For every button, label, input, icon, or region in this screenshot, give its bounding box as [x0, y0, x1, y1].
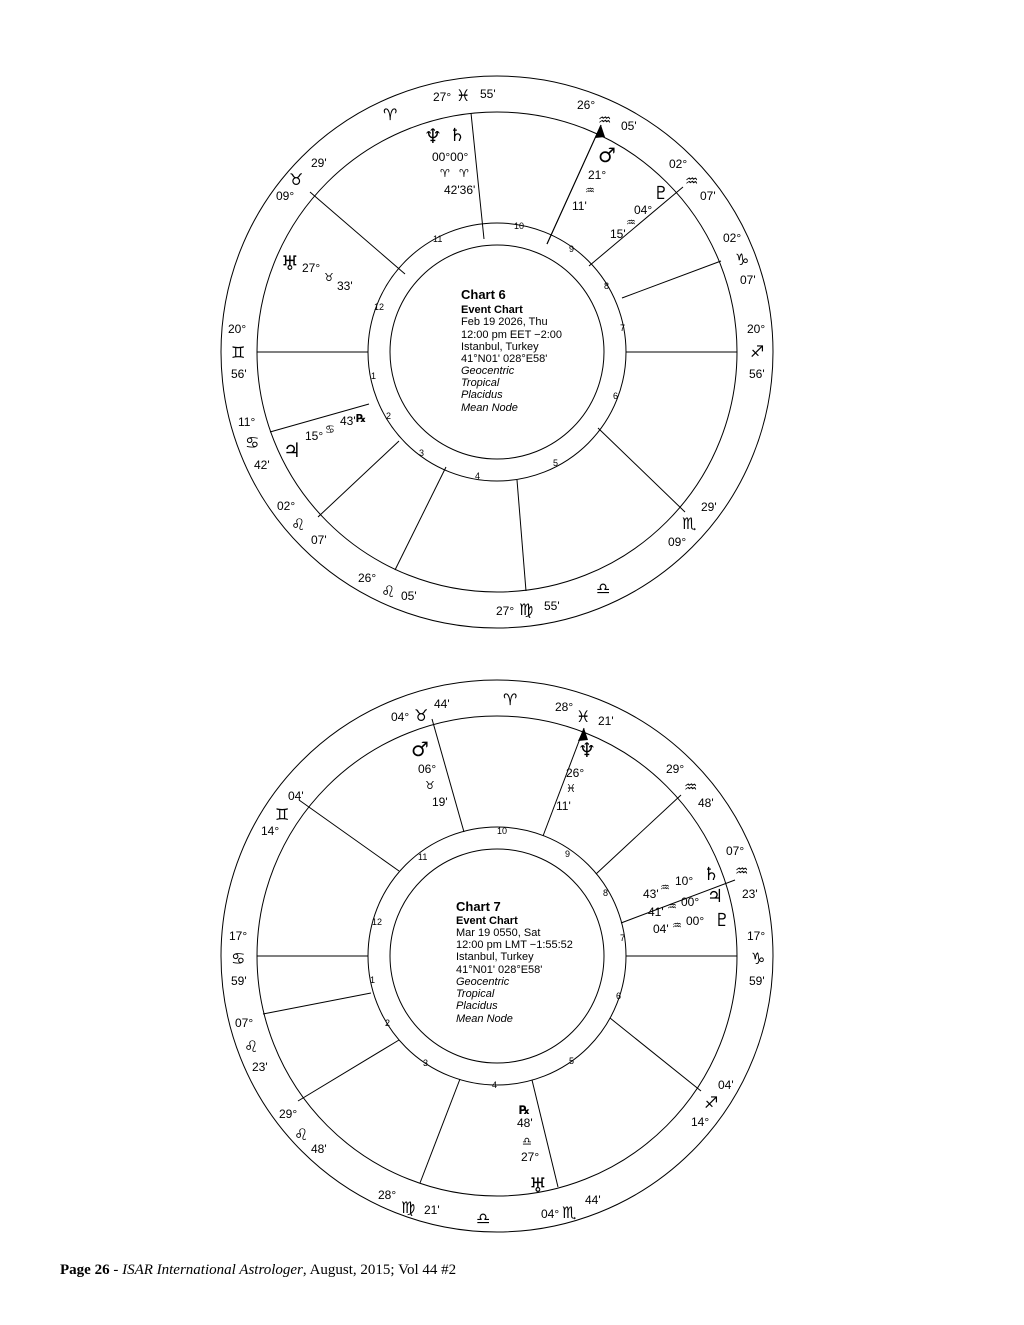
chart7-date: Mar 19 0550, Sat [456, 927, 541, 939]
chart7-c6-degree: 07° [235, 1016, 254, 1030]
chart7-dsc-minute: 59' [749, 974, 765, 988]
footer-publication: ISAR International Astrologer [122, 1262, 303, 1278]
chart7-house-11: 11 [418, 852, 428, 862]
chart7-center-info [456, 899, 573, 1025]
chart6-c2-minute: 56' [231, 367, 247, 381]
chart7-c9-minute: 44' [434, 697, 450, 711]
chart7-uranus-degree: 27° [521, 1150, 540, 1164]
chart7-c3-degree: 04° [541, 1207, 560, 1221]
pluto-icon: ♇ [653, 183, 670, 204]
pisces-icon: ♓ [576, 707, 591, 726]
chart6-mars-minute: 11' [572, 199, 587, 213]
pluto-icon: ♇ [714, 910, 731, 931]
taurus-icon: ♉ [324, 271, 334, 284]
chart7-house-9: 9 [565, 849, 571, 859]
chart6-asc-minute: 42' [254, 458, 270, 472]
chart7-c11-degree: 29° [666, 762, 685, 776]
aquarius-icon: ♒ [660, 881, 670, 894]
pisces-icon: ♓ [566, 782, 576, 795]
chart6-title: Chart 6 [461, 287, 506, 302]
chart7-c6-minute: 23' [252, 1060, 268, 1074]
chart6-c9-minute: 29' [701, 500, 717, 514]
chart6-place: Istanbul, Turkey [461, 341, 539, 353]
aquarius-icon: ♒ [685, 172, 699, 190]
chart6-option-tropical: Tropical [461, 377, 500, 389]
chart6-nep-sat-minute: 42'36' [444, 183, 476, 197]
chart6-c11-degree: 26° [577, 98, 596, 112]
aries-icon: ♈ [503, 690, 518, 709]
chart6-c11-minute: 05' [621, 119, 637, 133]
chart7-option-geocentric: Geocentric [456, 976, 510, 988]
chart6-c6b-minute: 07' [311, 533, 327, 547]
uranus-icon: ♅ [529, 1173, 547, 1197]
chart7-jupiter-minute: 41' [648, 905, 664, 919]
chart7-neptune-minute: 11' [556, 799, 571, 813]
chart7-mars-degree: 06° [418, 762, 437, 776]
mars-icon: ♂ [598, 143, 616, 167]
chart6-date: Feb 19 2026, Thu [461, 316, 548, 328]
cancer-icon: ♋ [325, 423, 335, 436]
chart6-coords: 41°N01' 028°E58' [461, 353, 548, 365]
cancer-icon: ♋ [231, 949, 246, 968]
libra-icon: ♎ [476, 1209, 491, 1228]
virgo-icon: ♍ [519, 600, 534, 619]
pisces-icon: ♓ [456, 86, 471, 105]
chart6-house-10: 10 [514, 221, 525, 231]
mars-icon: ♂ [411, 737, 429, 761]
footer-separator: - [109, 1262, 123, 1278]
chart7-dsc-degree: 17° [747, 929, 766, 943]
chart6-house-12: 12 [374, 302, 385, 312]
chart7-saturn-minute: 43' [643, 887, 659, 901]
chart7-saturn-degree: 10° [675, 874, 694, 888]
chart6-c9-degree: 09° [668, 535, 687, 549]
chart6-time: 12:00 pm EET −2:00 [461, 329, 563, 341]
chart7-c5-minute: 48' [311, 1142, 327, 1156]
chart6-uranus-degree: 27° [302, 261, 321, 275]
aquarius-icon: ♒ [735, 862, 749, 880]
chart6-dsc-minute: 56' [749, 367, 765, 381]
chart7-pluto-degree: 00° [686, 914, 705, 928]
chart6-c6-degree: 02° [723, 231, 742, 245]
aquarius-icon: ♒ [684, 778, 698, 796]
aquarius-icon: ♒ [585, 184, 595, 197]
chart6-option-mean-node: Mean Node [461, 402, 518, 414]
chart6-c12-degree: 02° [669, 157, 688, 171]
aquarius-icon: ♒ [626, 216, 636, 229]
chart6-uranus-minute: 33' [337, 279, 353, 293]
chart7-ic-degree: 28° [378, 1188, 397, 1202]
leo-icon: ♌ [294, 1125, 309, 1144]
chart7-c9-degree: 04° [391, 710, 410, 724]
chart6-house-7: 7 [620, 323, 626, 333]
chart6-center-info [461, 287, 562, 414]
chart7-mc-degree: 28° [555, 700, 574, 714]
chart6-asc-degree: 11° [238, 415, 256, 429]
chart7-house-6: 6 [616, 991, 622, 1001]
gemini-icon: ♊ [231, 343, 246, 362]
jupiter-icon: ♃ [283, 438, 301, 462]
chart7-c2-minute: 04' [288, 789, 304, 803]
chart6-house-4: 4 [475, 471, 481, 481]
chart6-house-5: 5 [553, 458, 559, 468]
chart7-house-8: 8 [603, 888, 609, 898]
uranus-icon: ♅ [281, 251, 299, 275]
chart6-c6b-degree: 02° [277, 499, 296, 513]
saturn-icon: ♄ [449, 125, 466, 146]
chart6-mars-degree: 21° [588, 168, 607, 182]
taurus-icon: ♉ [414, 706, 429, 725]
chart7-house-1: 1 [370, 975, 376, 985]
libra-icon: ♎ [522, 1135, 532, 1148]
chart7-house-5: 5 [569, 1056, 575, 1066]
sagittarius-icon: ♐ [750, 342, 765, 361]
libra-icon: ♎ [596, 579, 611, 598]
chart7-house-10: 10 [497, 826, 508, 836]
aries-icon: ♈ [383, 105, 398, 124]
scorpio-icon: ♏ [562, 1203, 577, 1222]
chart7-option-mean-node: Mean Node [456, 1013, 513, 1025]
taurus-icon: ♉ [289, 170, 304, 189]
chart6-house-11: 11 [433, 234, 443, 244]
aries-icon: ♈ [459, 167, 469, 180]
chart7-place: Istanbul, Turkey [456, 951, 534, 963]
chart6-house-8: 8 [604, 281, 610, 291]
chart6-c3-degree: 09° [276, 189, 295, 203]
chart6-house-2: 2 [386, 411, 392, 421]
chart7-coords: 41°N01' 028°E58' [456, 964, 543, 976]
chart7-c12-minute: 23' [742, 887, 758, 901]
gemini-icon: ♊ [275, 805, 290, 824]
retrograde-icon: ℞ [519, 1103, 530, 1117]
chart6-dsc-degree: 20° [747, 322, 766, 336]
chart6-type: Event Chart [461, 304, 523, 316]
aries-icon: ♈ [440, 167, 450, 180]
chart7-c12-degree: 07° [726, 844, 745, 858]
chart6-jupiter-degree: 15° [305, 429, 324, 443]
footer-page-number: Page 26 [60, 1262, 110, 1278]
chart7-title: Chart 7 [456, 899, 501, 914]
footer-issue: , August, 2015; Vol 44 #2 [302, 1262, 457, 1278]
leo-icon: ♌ [244, 1037, 259, 1056]
chart7-uranus-minute: 48' [517, 1116, 533, 1130]
chart6-c2-degree: 20° [228, 322, 247, 336]
scorpio-icon: ♏ [682, 514, 697, 533]
chart7-option-tropical: Tropical [456, 988, 495, 1000]
chart7-neptune-degree: 26° [566, 766, 585, 780]
chart6-ic-degree: 27° [496, 604, 515, 618]
chart7-inner-gap [593, 1016, 601, 1028]
chart6-c12-minute: 07' [700, 189, 716, 203]
chart6-nep-sat-degree: 00°00° [432, 150, 469, 164]
saturn-icon: ♄ [703, 864, 720, 885]
chart7-house-4: 4 [492, 1080, 498, 1090]
chart7-asc-minute: 59' [231, 974, 247, 988]
chart7-ic-minute: 21' [424, 1203, 440, 1217]
chart6-option-placidus: Placidus [461, 389, 503, 401]
chart7-pluto-minute: 04' [653, 922, 669, 936]
chart7-time: 12:00 pm LMT −1:55:52 [456, 939, 573, 951]
retrograde-icon: ℞ [356, 412, 366, 425]
chart6-ic-minute: 55' [544, 599, 560, 613]
neptune-icon: ♆ [424, 124, 442, 148]
sagittarius-icon: ♐ [704, 1093, 719, 1112]
chart7-c11-minute: 48' [698, 796, 714, 810]
chart6-jupiter-minute: 43' [340, 414, 356, 428]
chart6-mc-degree: 27° [433, 90, 452, 104]
taurus-icon: ♉ [425, 779, 435, 792]
chart6-house-1: 1 [371, 371, 377, 381]
jupiter-icon: ♃ [707, 886, 724, 907]
chart6-house-3: 3 [419, 448, 425, 458]
cancer-icon: ♋ [245, 433, 260, 452]
virgo-icon: ♍ [401, 1198, 416, 1217]
chart7-asc-degree: 17° [229, 929, 248, 943]
chart6-pluto-degree: 04° [634, 203, 653, 217]
chart7-house-7: 7 [620, 933, 626, 943]
chart7-house-3: 3 [423, 1058, 429, 1068]
chart6-mc-minute: 55' [480, 87, 496, 101]
chart7-c8-degree: 14° [691, 1115, 710, 1129]
chart7-c5-degree: 29° [279, 1107, 298, 1121]
chart7-house-12: 12 [372, 917, 383, 927]
aquarius-icon: ♒ [667, 900, 677, 913]
chart6-c3-minute: 29' [311, 156, 327, 170]
chart7-house-2: 2 [385, 1018, 391, 1028]
leo-icon: ♌ [381, 582, 396, 601]
chart7-type: Event Chart [456, 915, 518, 927]
chart6-option-geocentric: Geocentric [461, 365, 515, 377]
capricorn-icon: ♑ [735, 250, 750, 269]
chart6-c6-minute: 07' [740, 273, 756, 287]
page-footer [60, 1262, 456, 1279]
chart6-house-6: 6 [613, 391, 619, 401]
chart7-c8-minute: 04' [718, 1078, 734, 1092]
chart6-c5-minute: 05' [401, 589, 417, 603]
chart6-pluto-minute: 15' [610, 227, 626, 241]
leo-icon: ♌ [291, 515, 306, 534]
chart7-mc-minute: 21' [598, 714, 614, 728]
chart7-mars-minute: 19' [432, 795, 448, 809]
neptune-icon: ♆ [578, 738, 596, 762]
chart7-option-placidus: Placidus [456, 1000, 498, 1012]
chart6-house-9: 9 [569, 244, 575, 254]
chart7-jupiter-degree: 00° [681, 895, 700, 909]
chart6-c5-degree: 26° [358, 571, 377, 585]
aquarius-icon: ♒ [672, 919, 682, 932]
aquarius-icon: ♒ [598, 111, 612, 129]
chart7-c3-minute: 44' [585, 1193, 601, 1207]
capricorn-icon: ♑ [751, 949, 766, 968]
chart7-c2-degree: 14° [261, 824, 280, 838]
